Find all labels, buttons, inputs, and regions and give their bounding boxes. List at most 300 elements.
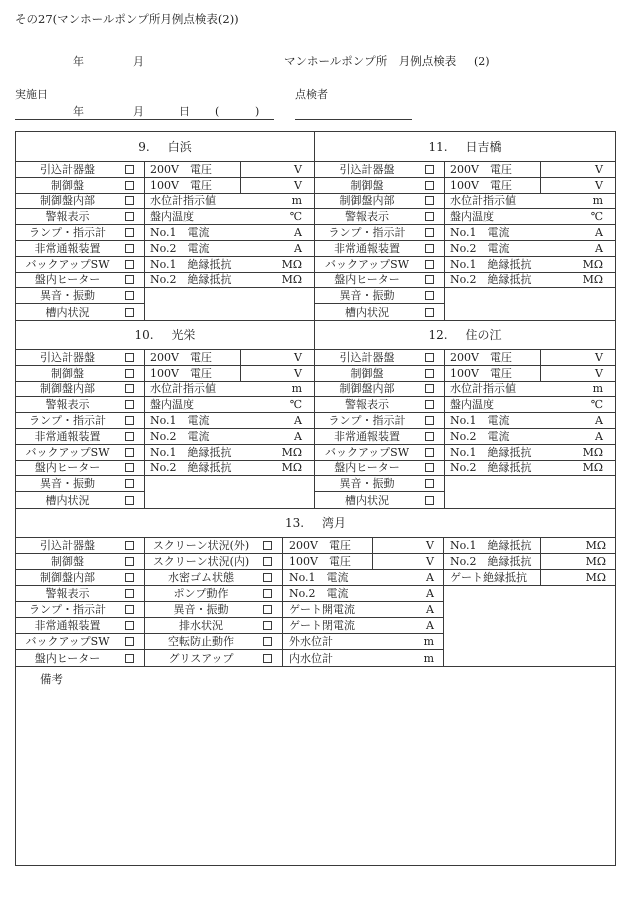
measurement-unit: m <box>240 194 314 210</box>
check-item-cell <box>16 350 145 366</box>
check-item-label: 非常通報装置 <box>34 429 101 443</box>
measurement-unit: V <box>540 350 615 366</box>
check-row <box>315 194 615 210</box>
check-row <box>16 225 314 241</box>
check-row <box>315 257 615 273</box>
measurement-unit: MΩ <box>540 445 615 461</box>
station-number: 12. <box>428 328 448 342</box>
checkbox[interactable] <box>263 573 272 582</box>
check-item-label: 警報表示 <box>345 210 389 224</box>
station-number: 9. <box>138 139 150 154</box>
measurement-unit: MΩ <box>240 445 314 461</box>
check-item-cell <box>315 445 445 461</box>
measurement-unit: A <box>240 241 314 257</box>
measurement-label: No.2 絶縁抵抗 <box>445 273 540 289</box>
measurement-label: No.1 絶縁抵抗 <box>445 445 540 461</box>
station-block-10 <box>16 320 315 508</box>
measurement-unit: m <box>540 194 615 210</box>
check-item-cell <box>16 461 145 477</box>
measurement-label: No.1 電流 <box>145 413 240 429</box>
weekday-close-paren: ) <box>255 105 260 118</box>
checkbox[interactable] <box>125 400 134 409</box>
checkbox[interactable] <box>425 384 434 393</box>
check-item-cell <box>315 382 445 398</box>
period-year-label: 年 <box>73 55 84 68</box>
check-row <box>315 350 615 366</box>
equipment-check-label: 空転防止動作 <box>168 635 234 648</box>
empty-cell <box>444 650 615 666</box>
measurement-label: No.1 電流 <box>445 225 540 241</box>
station-block-13 <box>16 508 615 666</box>
check-item-cell <box>315 225 445 241</box>
check-item-cell <box>315 304 445 320</box>
check-item-cell <box>315 350 445 366</box>
panel-check-cell <box>16 618 145 634</box>
check-row <box>16 429 314 445</box>
checkbox[interactable] <box>125 448 134 457</box>
equipment-check-label: スクリーン状況(外) <box>152 539 250 552</box>
checkbox[interactable] <box>125 496 134 505</box>
measurement-unit: A <box>372 586 444 602</box>
measurement-unit: ℃ <box>240 397 314 413</box>
empty-cell <box>445 492 615 508</box>
check-row <box>16 602 615 618</box>
empty-cell <box>145 492 314 508</box>
check-item-label: 制御盤 <box>51 555 84 568</box>
empty-cell <box>145 476 314 492</box>
station-name: 住の江 <box>465 328 502 342</box>
check-item-label: 異音・振動 <box>339 477 395 491</box>
check-item-label: 非常通報装置 <box>334 429 400 443</box>
check-row <box>16 288 314 304</box>
check-row <box>315 397 615 413</box>
measurement-unit: ℃ <box>540 397 615 413</box>
check-row <box>16 273 314 289</box>
checkbox[interactable] <box>125 244 134 253</box>
check-row <box>16 413 314 429</box>
panel-check-cell <box>16 650 145 666</box>
measurement-unit: m <box>372 634 444 650</box>
checkbox[interactable] <box>425 244 434 253</box>
check-row <box>16 194 314 210</box>
check-item-label: 槽内状況 <box>45 305 90 319</box>
checkbox[interactable] <box>125 541 134 550</box>
measurement-unit: m <box>540 382 615 398</box>
measurement-label: 200V 電圧 <box>445 162 540 178</box>
checkbox[interactable] <box>125 181 134 190</box>
check-item-cell <box>16 241 145 257</box>
inspector-label: 点検者 <box>295 88 328 101</box>
check-row <box>16 618 615 634</box>
measurement-label: 水位計指示値 <box>445 382 540 398</box>
check-item-label: 制御盤 <box>51 178 84 192</box>
station-number: 10. <box>134 328 154 342</box>
check-item-label: ランプ・指示計 <box>29 414 106 428</box>
execution-month-label: 月 <box>133 105 144 118</box>
check-item-label: 非常通報装置 <box>334 241 400 255</box>
check-row <box>315 288 615 304</box>
empty-cell <box>444 586 615 602</box>
check-item-cell <box>315 429 445 445</box>
check-item-label: 制御盤内部 <box>339 382 395 396</box>
check-item-label: ランプ・指示計 <box>29 226 106 240</box>
measurement-label: 盤内温度 <box>445 209 540 225</box>
check-row <box>16 554 615 570</box>
checkbox[interactable] <box>125 228 134 237</box>
check-item-label: 警報表示 <box>345 398 389 412</box>
measurement-unit: MΩ <box>240 461 314 477</box>
measurement-unit: MΩ <box>240 273 314 289</box>
check-item-label: 非常通報装置 <box>34 619 101 632</box>
check-item-cell <box>16 178 145 194</box>
insulation-unit: MΩ <box>540 570 615 586</box>
check-item-cell <box>16 304 145 320</box>
measurement-label: 100V 電圧 <box>445 178 540 194</box>
measurement-label: 内水位計 <box>289 651 333 665</box>
check-item-cell <box>16 273 145 289</box>
check-row <box>16 586 615 602</box>
panel-check-cell <box>16 586 145 602</box>
station-header <box>16 508 615 538</box>
empty-cell <box>444 602 615 618</box>
measurement-unit: MΩ <box>540 257 615 273</box>
execution-date-field[interactable] <box>15 100 274 120</box>
measurement-unit: m <box>372 650 444 666</box>
checkbox[interactable] <box>425 479 434 488</box>
station-number: 13. <box>284 516 305 530</box>
measurement-label: 水位計指示値 <box>145 194 240 210</box>
check-row <box>315 273 615 289</box>
measurement-label: No.2 絶縁抵抗 <box>145 273 240 289</box>
checkbox[interactable] <box>125 165 134 174</box>
check-row <box>315 366 615 382</box>
checkbox[interactable] <box>425 463 434 472</box>
checkbox[interactable] <box>263 654 272 663</box>
check-row <box>16 461 314 477</box>
insulation-label: ゲート絶縁抵抗 <box>444 570 540 586</box>
check-item-cell <box>16 194 145 210</box>
check-row <box>315 225 615 241</box>
form-number: (2) <box>474 55 490 68</box>
check-row <box>16 382 314 398</box>
measurement-label: 外水位計 <box>283 634 372 650</box>
check-row <box>16 162 314 178</box>
measurement-unit: MΩ <box>240 257 314 273</box>
empty-cell <box>445 304 615 320</box>
measurement-label: No.1 絶縁抵抗 <box>145 257 240 273</box>
checkbox[interactable] <box>425 308 434 317</box>
execution-day-label: 日 <box>179 105 190 118</box>
measurement-label: 200V 電圧 <box>145 162 240 178</box>
checkbox[interactable] <box>263 589 272 598</box>
check-item-cell <box>16 162 145 178</box>
station-header <box>315 320 615 350</box>
measurement-unit: A <box>540 225 615 241</box>
checkbox[interactable] <box>425 260 434 269</box>
checkbox[interactable] <box>425 416 434 425</box>
checkbox[interactable] <box>125 416 134 425</box>
checkbox[interactable] <box>125 291 134 300</box>
measurement-label: 盤内温度 <box>445 397 540 413</box>
check-row <box>315 461 615 477</box>
period-month-label: 月 <box>133 55 144 68</box>
checkbox[interactable] <box>263 621 272 630</box>
measurement-label: No.2 絶縁抵抗 <box>145 461 240 477</box>
check-item-label: ランプ・指示計 <box>328 226 406 240</box>
checkbox[interactable] <box>125 275 134 284</box>
check-row <box>16 634 615 650</box>
check-item-cell <box>16 492 145 508</box>
check-item-label: 盤内ヒーター <box>34 651 101 665</box>
measurement-unit: m <box>240 382 314 398</box>
measurement-label: 200V 電圧 <box>445 350 540 366</box>
check-item-cell <box>315 194 445 210</box>
measurement-label: ゲート開電流 <box>283 602 372 618</box>
measurement-unit: V <box>240 162 314 178</box>
measurement-unit: A <box>372 618 444 634</box>
check-item-label: 盤内ヒーター <box>334 273 400 287</box>
checkbox[interactable] <box>425 212 434 221</box>
station-header <box>315 132 615 162</box>
checkbox[interactable] <box>425 400 434 409</box>
check-item-cell <box>315 366 445 382</box>
check-item-label: ランプ・指示計 <box>328 414 406 428</box>
inspector-field[interactable] <box>295 100 412 120</box>
check-item-cell <box>315 209 445 225</box>
check-item-cell <box>315 241 445 257</box>
measurement-unit: A <box>240 413 314 429</box>
station-number: 11. <box>428 139 448 154</box>
execution-date-label: 実施日 <box>15 88 48 101</box>
measurement-unit: ℃ <box>240 209 314 225</box>
check-row <box>16 650 615 666</box>
check-item-cell <box>315 273 445 289</box>
checkbox[interactable] <box>425 432 434 441</box>
equipment-check-cell <box>145 586 283 602</box>
measurement-label: 100V 電圧 <box>445 366 540 382</box>
check-item-label: 非常通報装置 <box>34 241 101 255</box>
measurement-unit: ℃ <box>540 209 615 225</box>
document-title: その27(マンホールポンプ所月例点検表(2)) <box>15 12 239 26</box>
check-item-label: 制御盤内部 <box>40 382 95 396</box>
measurement-label: 水位計指示値 <box>445 194 540 210</box>
measurement-unit: MΩ <box>540 273 615 289</box>
measurement-label: 200V 電圧 <box>145 350 240 366</box>
check-item-label: 異音・振動 <box>339 289 395 303</box>
check-item-cell <box>16 397 145 413</box>
measurement-label: 100V 電圧 <box>145 178 240 194</box>
panel-check-cell <box>16 602 145 618</box>
equipment-check-cell <box>145 618 283 634</box>
station-block-9 <box>16 132 315 320</box>
checkbox[interactable] <box>125 479 134 488</box>
measurement-label: 盤内温度 <box>145 209 240 225</box>
equipment-check-label: 異音・振動 <box>173 603 229 616</box>
measurement-unit: V <box>240 178 314 194</box>
check-item-cell <box>315 257 445 273</box>
check-item-label: 制御盤 <box>350 178 384 192</box>
checkbox[interactable] <box>425 228 434 237</box>
check-item-label: 引込計器盤 <box>339 162 395 176</box>
panel-check-cell <box>16 634 145 650</box>
measurement-label: 盤内温度 <box>145 397 240 413</box>
checkbox[interactable] <box>425 275 434 284</box>
insulation-label: No.1 絶縁抵抗 <box>444 538 540 554</box>
measurement-label: No.2 電流 <box>445 241 540 257</box>
checkbox[interactable] <box>125 637 134 646</box>
check-item-cell <box>315 413 445 429</box>
checkbox[interactable] <box>425 291 434 300</box>
checkbox[interactable] <box>263 557 272 566</box>
check-row <box>315 476 615 492</box>
empty-cell <box>145 304 314 320</box>
check-item-label: バックアップSW <box>324 257 410 271</box>
checkbox[interactable] <box>125 353 134 362</box>
checkbox[interactable] <box>425 196 434 205</box>
checkbox[interactable] <box>425 181 434 190</box>
check-item-label: 異音・振動 <box>40 477 95 491</box>
check-item-label: 盤内ヒーター <box>34 461 101 475</box>
measurement-unit: A <box>240 429 314 445</box>
station-name: 湾月 <box>322 516 347 530</box>
check-item-cell <box>315 461 445 477</box>
check-item-cell <box>315 492 445 508</box>
empty-cell <box>444 634 615 650</box>
station-name: 白浜 <box>167 139 192 154</box>
checkbox[interactable] <box>125 212 134 221</box>
checkbox[interactable] <box>263 541 272 550</box>
checkbox[interactable] <box>125 605 134 614</box>
check-row <box>16 241 314 257</box>
equipment-check-cell <box>145 538 283 554</box>
check-row <box>315 413 615 429</box>
measurement-label: No.1 電流 <box>145 225 240 241</box>
checkbox[interactable] <box>125 369 134 378</box>
check-row <box>315 382 615 398</box>
equipment-check-label: グリスアップ <box>168 651 234 665</box>
check-row <box>16 445 314 461</box>
checkbox[interactable] <box>125 621 134 630</box>
panel-check-cell <box>16 538 145 554</box>
checkbox[interactable] <box>125 463 134 472</box>
check-item-cell <box>16 476 145 492</box>
check-item-label: バックアップSW <box>25 257 110 271</box>
station-header <box>16 132 314 162</box>
measurement-label: ゲート閉電流 <box>283 618 372 634</box>
checkbox[interactable] <box>125 589 134 598</box>
insulation-unit: MΩ <box>540 554 615 570</box>
check-item-label: 制御盤 <box>350 366 384 380</box>
checkbox[interactable] <box>125 573 134 582</box>
check-item-label: 警報表示 <box>45 587 90 600</box>
check-row <box>16 476 314 492</box>
measurement-unit: V <box>540 366 615 382</box>
check-row <box>315 241 615 257</box>
check-row <box>315 445 615 461</box>
measurement-unit: A <box>240 225 314 241</box>
station-block-11 <box>315 132 615 320</box>
checkbox[interactable] <box>425 369 434 378</box>
measurement-unit: V <box>372 538 444 554</box>
checkbox[interactable] <box>425 353 434 362</box>
station-name: 光栄 <box>171 328 196 342</box>
checkbox[interactable] <box>125 557 134 566</box>
measurement-label: 100V 電圧 <box>145 366 240 382</box>
station-name: 日吉橋 <box>465 139 502 154</box>
equipment-check-label: スクリーン状況(内) <box>152 555 250 568</box>
check-item-cell <box>16 257 145 273</box>
check-item-cell <box>16 382 145 398</box>
check-item-label: 引込計器盤 <box>40 162 95 176</box>
check-item-label: 槽内状況 <box>345 305 389 319</box>
check-item-label: 引込計器盤 <box>40 350 95 364</box>
checkbox[interactable] <box>425 448 434 457</box>
equipment-check-cell <box>145 634 283 650</box>
measurement-unit: MΩ <box>540 461 615 477</box>
check-item-label: 盤内ヒーター <box>34 273 101 287</box>
measurement-unit: A <box>372 602 444 618</box>
check-item-cell <box>315 178 445 194</box>
measurement-unit: V <box>540 162 615 178</box>
measurement-label: No.2 電流 <box>145 429 240 445</box>
checkbox[interactable] <box>125 260 134 269</box>
station-block-12 <box>315 320 615 508</box>
check-item-cell <box>16 209 145 225</box>
check-item-label: 異音・振動 <box>40 289 95 303</box>
check-item-label: 槽内状況 <box>345 493 389 507</box>
check-item-label: バックアップSW <box>25 445 110 459</box>
measurement-label: No.1 電流 <box>445 413 540 429</box>
measurement-label: 200V 電圧 <box>283 538 372 554</box>
measurement-label: 100V 電圧 <box>283 554 372 570</box>
check-row <box>16 257 314 273</box>
check-item-label: 盤内ヒーター <box>334 461 400 475</box>
measurement-unit: A <box>540 413 615 429</box>
checkbox[interactable] <box>125 196 134 205</box>
measurement-label: No.2 絶縁抵抗 <box>445 461 540 477</box>
checkbox[interactable] <box>125 432 134 441</box>
insulation-label: No.2 絶縁抵抗 <box>444 554 540 570</box>
check-item-cell <box>315 288 445 304</box>
check-item-label: 制御盤 <box>51 366 84 380</box>
measurement-label: No.2 電流 <box>445 429 540 445</box>
checkbox[interactable] <box>125 384 134 393</box>
measurement-unit: V <box>372 554 444 570</box>
check-row <box>16 492 314 508</box>
empty-cell <box>444 618 615 634</box>
remarks-box[interactable] <box>16 666 615 865</box>
check-item-cell <box>16 445 145 461</box>
checkbox[interactable] <box>125 654 134 663</box>
check-row <box>315 492 615 508</box>
check-row <box>315 304 615 320</box>
equipment-check-label: ポンプ動作 <box>173 587 229 600</box>
measurement-label: 水位計指示値 <box>145 382 240 398</box>
checkbox[interactable] <box>263 605 272 614</box>
form-title: マンホールポンプ所 月例点検表 <box>284 54 457 68</box>
check-item-cell <box>315 476 445 492</box>
checkbox[interactable] <box>425 165 434 174</box>
checkbox[interactable] <box>263 637 272 646</box>
checkbox[interactable] <box>125 308 134 317</box>
check-item-cell <box>16 366 145 382</box>
measurement-label: No.1 絶縁抵抗 <box>445 257 540 273</box>
check-row <box>16 538 615 554</box>
measurement-unit: V <box>240 366 314 382</box>
check-item-cell <box>315 162 445 178</box>
measurement-label: No.2 電流 <box>145 241 240 257</box>
checkbox[interactable] <box>425 496 434 505</box>
